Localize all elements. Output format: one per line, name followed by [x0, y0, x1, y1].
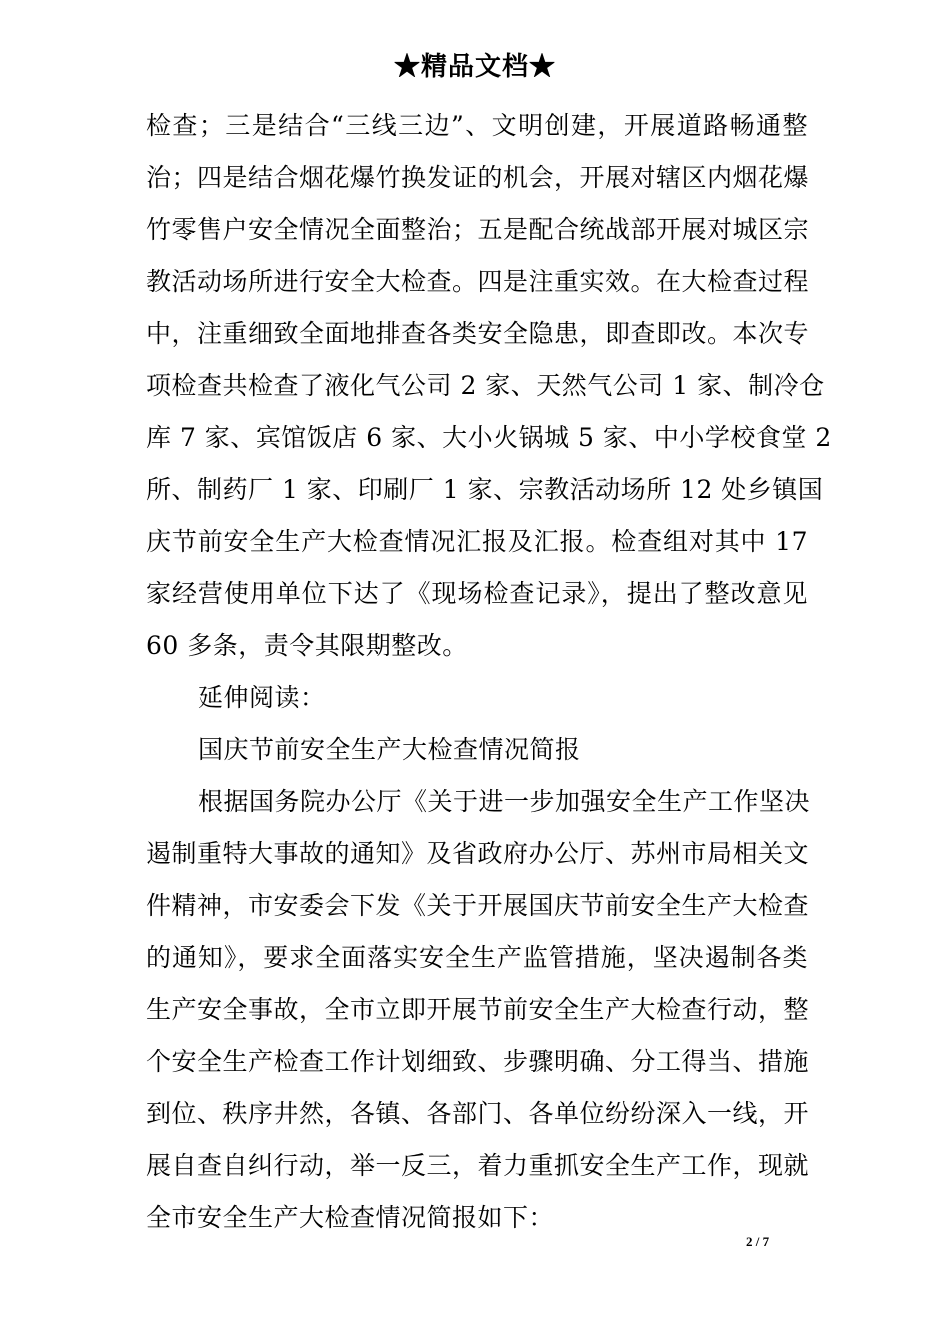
text-line: 个安全生产检查工作计划细致、步骤明确、分工得当、措施 [146, 1047, 810, 1076]
text-line: 所、制药厂 1 家、印刷厂 1 家、宗教活动场所 12 处乡镇国 [146, 475, 824, 504]
page-header-title: ★精品文档★ [393, 52, 556, 82]
text-line: 中，注重细致全面地排查各类安全隐患，即查即改。本次专 [146, 319, 810, 348]
text-line: 件精神，市安委会下发《关于开展国庆节前安全生产大检查 [146, 891, 810, 920]
text-line: 的通知》，要求全面落实安全生产监管措施，坚决遏制各类 [146, 943, 808, 972]
document-body [146, 100, 832, 1244]
text-line: 项检查共检查了液化气公司 2 家、天然气公司 1 家、制冷仓 [146, 371, 825, 400]
section-title: 国庆节前安全生产大检查情况简报 [198, 735, 581, 764]
text-line: 展自查自纠行动，举一反三，着力重抓安全生产工作，现就 [146, 1151, 810, 1180]
text-line: 治；四是结合烟花爆竹换发证的机会，开展对辖区内烟花爆 [146, 163, 810, 192]
text-line: 教活动场所进行安全大检查。四是注重实效。在大检查过程 [146, 267, 810, 296]
text-line: 根据国务院办公厅《关于进一步加强安全生产工作坚决 [198, 787, 811, 816]
text-line: 庆节前安全生产大检查情况汇报及汇报。检查组对其中 17 [146, 527, 808, 556]
text-line: 到位、秩序井然，各镇、各部门、各单位纷纷深入一线，开 [146, 1099, 810, 1128]
text-line: 遏制重特大事故的通知》及省政府办公厅、苏州市局相关文 [146, 839, 810, 868]
extended-reading-label: 延伸阅读： [198, 683, 326, 712]
page-number: 2 / 7 [746, 1234, 770, 1249]
text-line: 竹零售户安全情况全面整治；五是配合统战部开展对城区宗 [146, 215, 810, 244]
text-line: 检查；三是结合“三线三边”、文明创建，开展道路畅通整 [146, 111, 808, 140]
text-line: 生产安全事故，全市立即开展节前安全生产大检查行动，整 [146, 995, 810, 1024]
text-line: 60 多条，责令其限期整改。 [146, 631, 468, 660]
text-line: 家经营使用单位下达了《现场检查记录》，提出了整改意见 [146, 579, 808, 608]
text-line: 全市安全生产大检查情况简报如下： [146, 1203, 555, 1232]
text-line: 库 7 家、宾馆饭店 6 家、大小火锅城 5 家、中小学校食堂 2 [146, 423, 832, 452]
